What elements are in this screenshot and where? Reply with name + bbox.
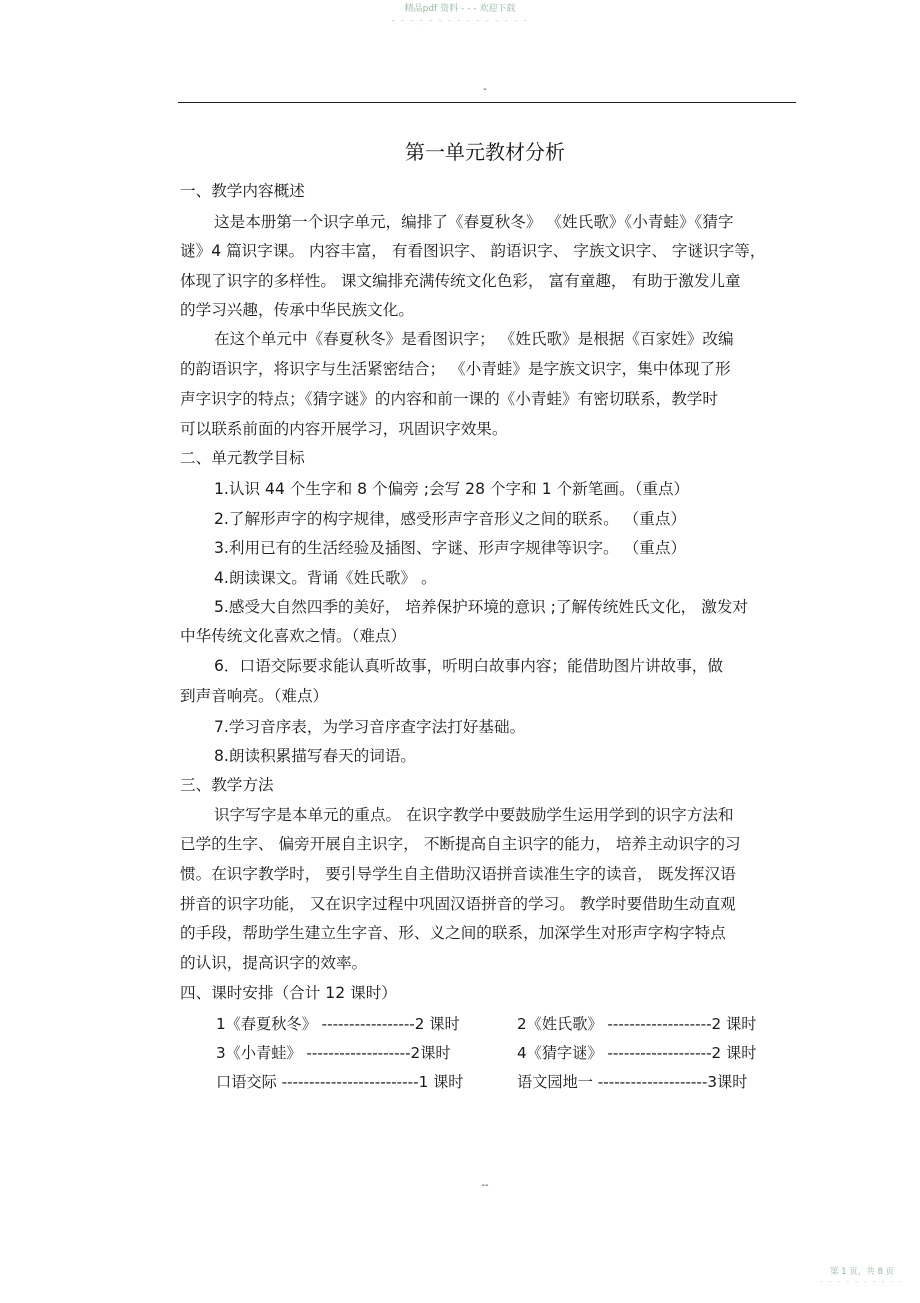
- goal-item: 1.认识 44 个生字和 8 个偏旁 ;会写 28 个字和 1 个新笔画。（重点）: [214, 480, 690, 498]
- paragraph-line: 声字识字的特点；《猜字谜》的内容和前一课的《小青蛙》有密切联系，教学时: [180, 390, 718, 408]
- schedule-item: 1《春夏秋冬》 -----------------2 课时: [216, 1015, 460, 1033]
- paragraph-line: 的学习兴趣，传承中华民族文化。: [180, 301, 414, 319]
- header-dash: -: [483, 84, 487, 95]
- page-number-label: 第 1 页，共 8 页: [829, 1267, 895, 1277]
- schedule-item: 口语交际 -------------------------1 课时: [216, 1073, 464, 1091]
- paragraph-line: 识字写字是本单元的重点。 在识字教学中要鼓励学生运用学到的识字方法和: [214, 806, 734, 824]
- section-heading-methods: 三、教学方法: [180, 776, 274, 794]
- section-heading-schedule: 四、课时安排（合计 12 课时）: [180, 984, 397, 1002]
- goal-item-continued: 到声音响亮。（难点）: [180, 687, 329, 705]
- footer-dash: --: [481, 1180, 489, 1191]
- goal-item: 3.利用已有的生活经验及插图、字谜、形声字规律等识字。 （重点）: [214, 539, 687, 557]
- paragraph-line: 的韵语识字，将识字与生活紧密结合； 《小青蛙》是字族文识字，集中体现了形: [180, 360, 731, 378]
- goal-item-continued: 中华传统文化喜欢之情。（难点）: [180, 627, 407, 645]
- goal-item: 7.学习音序表，为学习音序查字法打好基础。: [214, 718, 526, 736]
- goal-item: 2.了解形声字的构字规律，感受形声字音形义之间的联系。 （重点）: [214, 510, 687, 528]
- goal-item: 8.朗读积累描写春天的词语。: [214, 747, 417, 765]
- document-title: 第一单元教材分析: [405, 140, 565, 164]
- schedule-item: 语文园地一 --------------------3课时: [517, 1073, 748, 1091]
- paragraph-line: 在这个单元中《春夏秋冬》是看图识字； 《姓氏歌》是根据《百家姓》改编: [214, 330, 734, 348]
- paragraph-line: 谜》4 篇识字课。 内容丰富， 有看图识字、 韵语识字、 字族文识字、 字谜识字等，: [180, 242, 766, 260]
- paragraph-line: 可以联系前面的内容开展学习，巩固识字效果。: [180, 420, 508, 438]
- watermark-dots: - - - - - - - - - - - - - - -: [391, 16, 529, 25]
- paragraph-line: 惯。在识字教学时， 要引导学生自主借助汉语拼音读准生字的读音， 既发挥汉语: [180, 865, 736, 883]
- paragraph-line: 拼音的识字功能， 又在识字过程中巩固汉语拼音的学习。 教学时要借助生动直观: [180, 895, 736, 913]
- page-number: [812, 1267, 912, 1287]
- schedule-item: 3《小青蛙》 -------------------2课时: [216, 1044, 451, 1062]
- paragraph-line: 这是本册第一个识字单元，编排了《春夏秋冬》 《姓氏歌》《小青蛙》《猜字: [214, 213, 734, 231]
- goal-item: 5.感受大自然四季的美好， 培养保护环境的意识 ;了解传统姓氏文化， 激发对: [214, 598, 749, 616]
- paragraph-line: 的手段，帮助学生建立生字音、形、义之间的联系，加深学生对形声字构字特点: [180, 924, 726, 942]
- page-number-dots: - - - - - - - - - -: [820, 1278, 904, 1286]
- schedule-item: 2《姓氏歌》 -------------------2 课时: [517, 1015, 757, 1033]
- watermark-banner: [0, 4, 920, 26]
- paragraph-line: 体现了识字的多样性。 课文编排充满传统文化色彩， 富有童趣， 有助于激发儿童: [180, 272, 741, 290]
- header-rule: [178, 102, 796, 103]
- watermark-text: 精品pdf 资料 - - - 欢迎下载: [404, 4, 516, 14]
- paragraph-line: 的认识，提高识字的效率。: [180, 954, 368, 972]
- section-heading-goals: 二、单元教学目标: [180, 449, 305, 467]
- paragraph-line: 已学的生字、 偏旁开展自主识字， 不断提高自主识字的能力， 培养主动识字的习: [180, 835, 741, 853]
- section-heading-overview: 一、教学内容概述: [180, 182, 305, 200]
- goal-item: 6．口语交际要求能认真听故事，听明白故事内容；能借助图片讲故事，做: [214, 657, 723, 675]
- goal-item: 4.朗读课文。背诵《姓氏歌》 。: [214, 569, 437, 587]
- schedule-item: 4《猜字谜》 -------------------2 课时: [517, 1044, 757, 1062]
